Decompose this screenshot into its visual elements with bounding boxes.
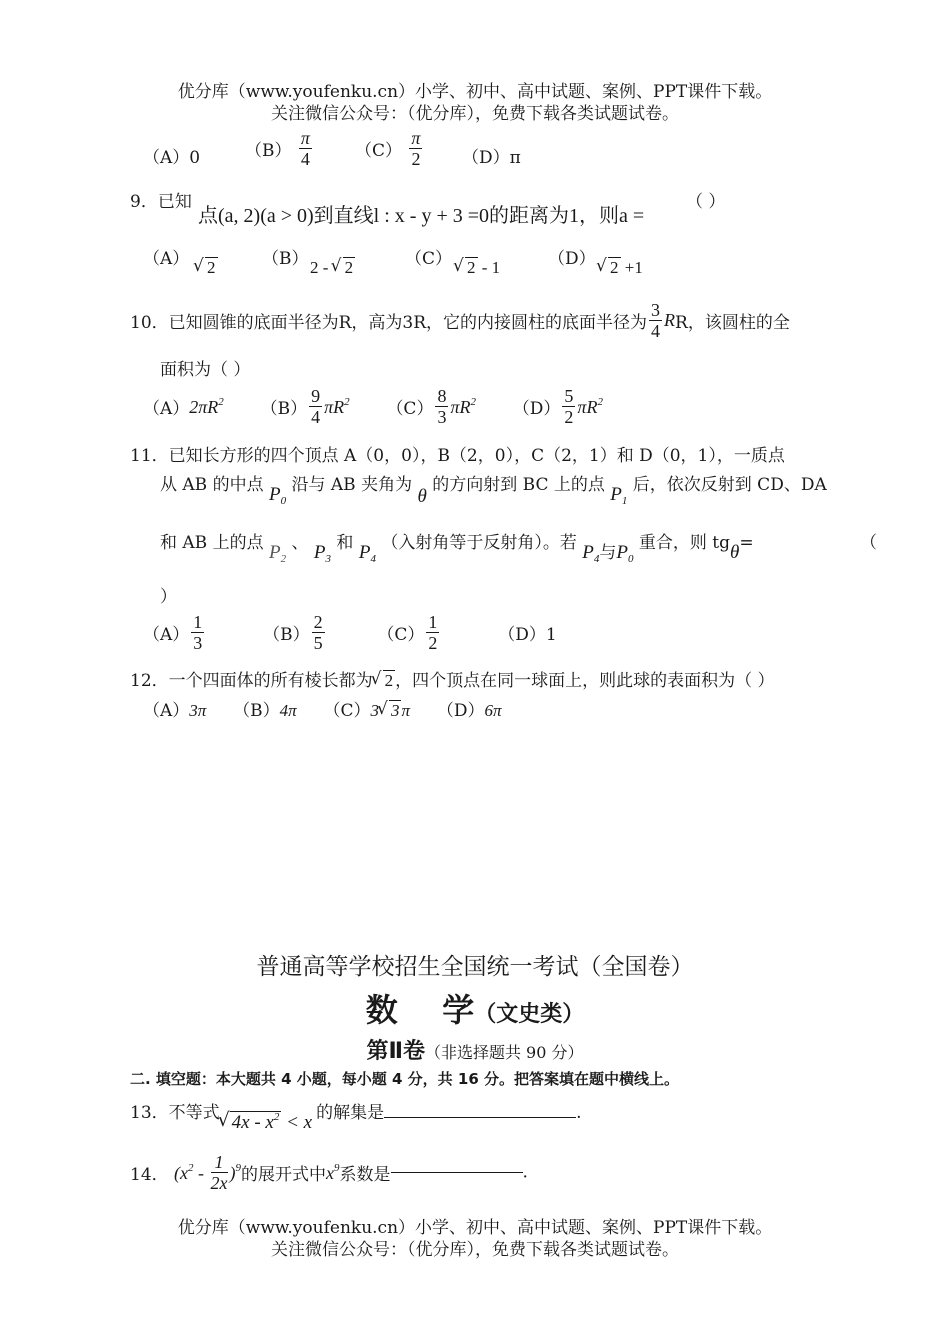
q10-option-c-frac: $\frac{8}{3}$ [437, 386, 447, 427]
q9-option-a-expr: √ 2 [195, 258, 218, 278]
q10-line-1: 10．已知圆锥的底面半径为R，高为3R，它的内接圆柱的底面半径为 $\frac{3}{4}$ RR，该圆柱的全 [130, 300, 790, 341]
q12-options [143, 696, 502, 721]
q11-paren-open: （ [860, 533, 877, 553]
subject-title: 数 学（文史类） [365, 991, 585, 1029]
header-line-2: 关注微信公众号：（优分库），免费下载各类试题试卷。 [271, 104, 679, 124]
q12-option-b-label: （B） [233, 701, 280, 721]
q8-option-b [245, 128, 314, 169]
q11-option-a-label: （A） [143, 625, 190, 645]
q11-options [143, 612, 557, 653]
q11-line-3: 和 AB 上的点 $P_2$ 、 $P_3$ 和 $P_4$ （入射角等于反射角）。若 $P_4$与$P_0$ 重合，则 tgθ= [160, 533, 754, 565]
q11-option-d: （D）1 [498, 625, 557, 645]
q10-option-a-label: （A） [143, 399, 190, 419]
q8-option-b-label: （B） [245, 141, 292, 161]
q14: 14． ($x^2$ - $\frac{1}{2x}$ )$^9$的展开式中$x^9$系数是 . [130, 1152, 528, 1193]
q11-option-c-frac: $\frac{1}{2}$ [428, 612, 438, 653]
fill-in-instruction: 二. 填空题：本大题共 4 小题，每小题 4 分，共 16 分。把答案填在题中横线上。 [130, 1070, 680, 1088]
q11-option-b-label: （B） [263, 625, 310, 645]
q12-option-d-expr: 6π [484, 701, 502, 720]
q12-stem: 12．一个四面体的所有棱长都为√ 2 ，四个顶点在同一球面上，则此球的表面积为（ ） [130, 666, 775, 691]
q8-option-c [355, 128, 424, 169]
q10-options: $(A)2\pi R^2$ （B） $\frac{9}{4}$ $\pi R^2$ （C） $\frac{8}{3}$ $\pi R^2$ （D） $\frac{5}{2}$ $\pi R^2$ [143, 386, 603, 427]
q10-option-c-pir: πR [450, 396, 471, 417]
q11-option-a-frac: $\frac{1}{3}$ [193, 612, 203, 653]
header-line-1: 优分库（www.youfenku.cn）小学、初中、高中试题、案例、PPT课件下载。 [177, 82, 773, 102]
footer-line-1: 优分库（www.youfenku.cn）小学、初中、高中试题、案例、PPT课件下载。 [177, 1218, 773, 1238]
q8-option-d: （D）π [462, 148, 521, 168]
q8-option-b-fraction: $\frac{\pi}{4}$ [300, 128, 310, 169]
q14-fraction: $\frac{1}{2x}$ [210, 1152, 228, 1193]
q10-option-d-label: （D） [512, 399, 561, 419]
q9-option-c-expr: √ 2 - 1 [455, 258, 500, 278]
q10-option-d-frac: $\frac{5}{2}$ [564, 386, 574, 427]
exam-title: 普通高等学校招生全国统一考试（全国卷） [256, 954, 694, 980]
q10-option-a-expr: $2\pi R^2$ [189, 395, 224, 417]
q13: 13．不等式√ $4x - x^2 < x$ 的解集是 . [130, 1098, 582, 1124]
q8-option-c-fraction: $\frac{\pi}{2}$ [411, 128, 421, 169]
q10-option-b-pir: πR [324, 396, 345, 417]
q10-option-b-label: （B） [260, 399, 308, 419]
q12-option-c-label: （C） [323, 701, 371, 721]
q12-option-a-expr: 3π [189, 701, 207, 720]
q14-answer-blank[interactable] [391, 1172, 523, 1173]
q12-option-c-expr: 3√ 3 π [370, 701, 410, 720]
q9-option-c-label: （C） [405, 249, 453, 269]
q10-option-d-pir: πR [577, 396, 598, 417]
volume-title: 第Ⅱ卷（非选择题共 90 分） [366, 1039, 584, 1064]
q12-option-b-expr: 4π [279, 701, 297, 720]
q11-option-c-label: （C） [377, 625, 425, 645]
q11-line-2: 从 AB 的中点 $P_0$ 沿与 AB 夹角为 θ 的方向射到 BC 上的点 $P_1$ 后，依次反射到 CD、DA [160, 475, 827, 507]
q10-option-b-frac: $\frac{9}{4}$ [311, 386, 321, 427]
q9-option-b-expr: 2 - √ 2 [310, 258, 355, 278]
q9-option-b-label: （B） [262, 249, 309, 269]
q9-option-d-expr: √ 2 +1 [598, 258, 643, 278]
q12-option-d-label: （D） [436, 701, 485, 721]
q10-option-c-label: （C） [386, 399, 434, 419]
q8-option-c-label: （C） [355, 141, 403, 161]
q9-paren: （ ） [686, 192, 726, 212]
q13-answer-blank[interactable] [384, 1117, 576, 1118]
q10-line-2: 面积为（ ） [160, 360, 251, 380]
q10-line-1-tail: R，该圆柱的全 [675, 313, 790, 333]
footer-line-2: 关注微信公众号：（优分库），免费下载各类试题试卷。 [271, 1240, 679, 1260]
q10-fraction: $\frac{3}{4}$ [651, 300, 661, 341]
q8-option-a: （A）0 [143, 148, 201, 168]
q9-option-d-label: （D） [548, 249, 596, 269]
q9-body: 点(a, 2)(a > 0)到直线l : x - y + 3 =0的距离为1，则a = [198, 205, 645, 227]
q11-line-4: ） [160, 587, 177, 607]
q12-option-a-label: （A） [143, 701, 190, 721]
q9-option-a-label: （A） [143, 249, 190, 269]
q9-lead: 9．已知 [130, 192, 192, 212]
q11-option-b-frac: $\frac{2}{5}$ [313, 612, 323, 653]
q11-line-1: 11．已知长方形的四个顶点 A（0，0），B（2，0），C（2，1）和 D（0，1），一质点 [130, 446, 785, 466]
